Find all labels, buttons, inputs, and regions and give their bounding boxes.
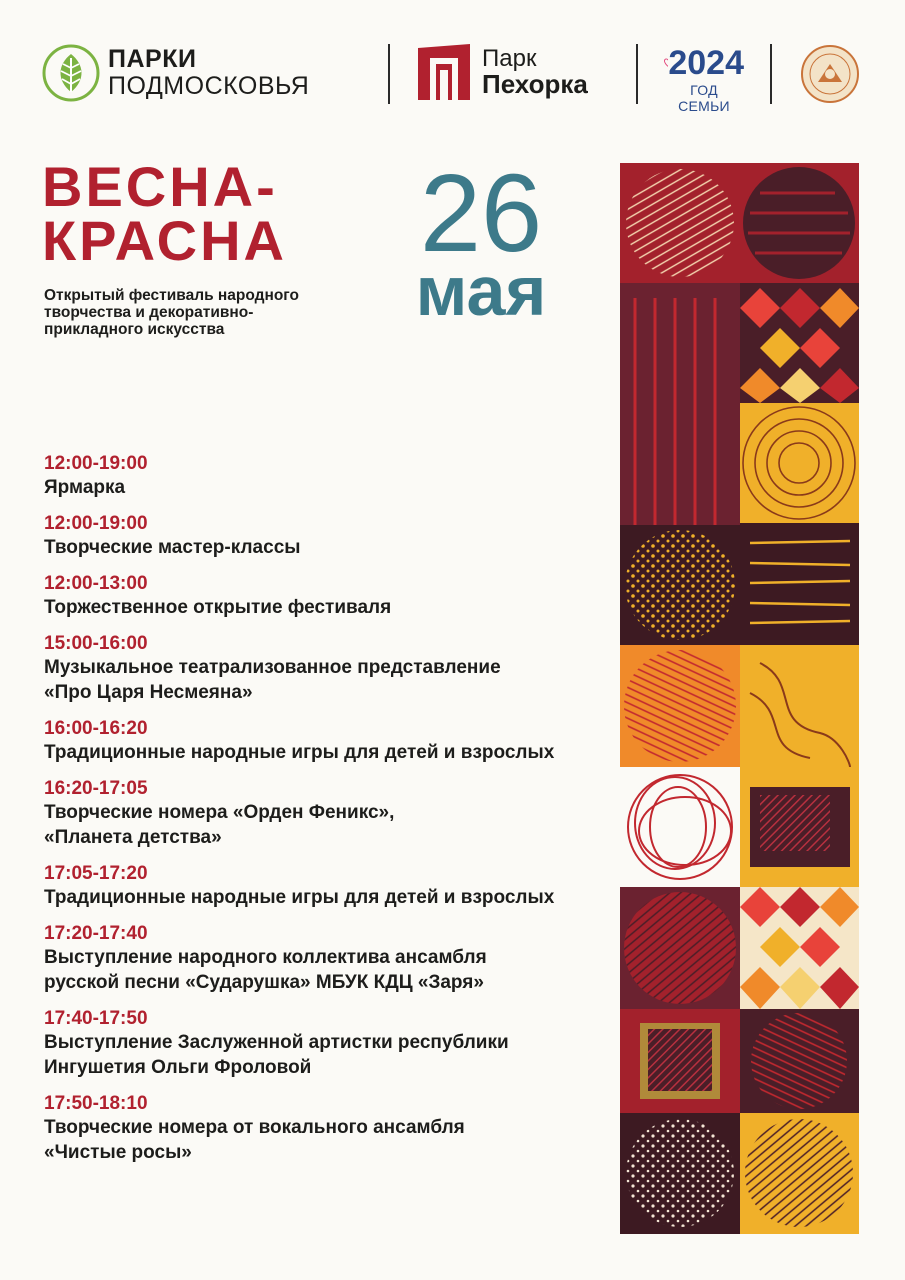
decorative-ornament-panel [620,163,859,1234]
title-line: КРАСНА [42,209,287,272]
event-time: 17:20-17:40 [44,923,148,944]
festival-subtitle: Открытый фестиваль народного творчества и декоративно-прикладного искусства [44,287,300,338]
festival-date [396,152,566,330]
park-gate-icon [418,44,470,100]
event-description: Творческие номера от вокального ансамбля «Чистые росы» [44,1117,465,1163]
schedule-item [44,452,614,500]
logo-parks-label: ПАРКИ [108,45,197,73]
divider [636,44,638,104]
event-description: Выступление Заслуженной артистки республики Ингушетия Ольги Фроловой [44,1032,509,1078]
event-time: 17:50-18:10 [44,1093,148,1114]
year-subtitle: ГОД СЕМЬИ [678,82,730,114]
schedule-item [44,777,614,850]
event-time: 17:05-17:20 [44,863,148,884]
parks-podmoskovya-logo [42,44,309,102]
park-pekhorka-logo [418,44,588,100]
logo-park-name: Пехорка [482,68,588,99]
header [0,40,905,114]
logo-region-label: ПОДМОСКОВЬЯ [108,72,310,100]
event-time: 12:00-19:00 [44,453,148,474]
festival-title [42,155,287,272]
schedule-item [44,717,614,765]
event-description: Торжественное открытие фестиваля [44,597,392,618]
event-time: 15:00-16:00 [44,633,148,654]
event-description: Традиционные народные игры для детей и взрослых [44,742,555,763]
event-description: Традиционные народные игры для детей и взрослых [44,887,555,908]
event-time: 12:00-19:00 [44,513,148,534]
schedule-item [44,862,614,910]
schedule-list [44,452,614,1177]
logo-park-label: Парк [482,44,537,72]
event-time: 16:20-17:05 [44,778,148,799]
emblem-seal-icon [800,44,860,104]
event-description: Музыкальное театрализованное представление «Про Царя Несмеяна» [44,657,501,703]
leaf-logo-icon [42,44,100,102]
schedule-item [44,1092,614,1165]
year-label: 2024 [668,44,744,82]
schedule-item [44,512,614,560]
event-description: Творческие мастер-классы [44,537,301,558]
date-month: мая [415,252,547,330]
year-of-family-logo [664,46,744,114]
divider [770,44,772,104]
title-line: ВЕСНА- [42,155,278,218]
event-description: Творческие номера «Орден Феникс», «Планета детства» [44,802,395,848]
schedule-item [44,922,614,995]
event-description: Ярмарка [44,477,126,498]
event-time: 17:40-17:50 [44,1008,148,1029]
date-day: 26 [419,152,543,275]
schedule-item [44,632,614,705]
event-time: 12:00-13:00 [44,573,148,594]
divider [388,44,390,104]
schedule-item [44,572,614,620]
event-time: 16:00-16:20 [44,718,148,739]
event-description: Выступление народного коллектива ансамбля русской песни «Сударушка» МБУК КДЦ «Заря» [44,947,487,993]
schedule-item [44,1007,614,1080]
